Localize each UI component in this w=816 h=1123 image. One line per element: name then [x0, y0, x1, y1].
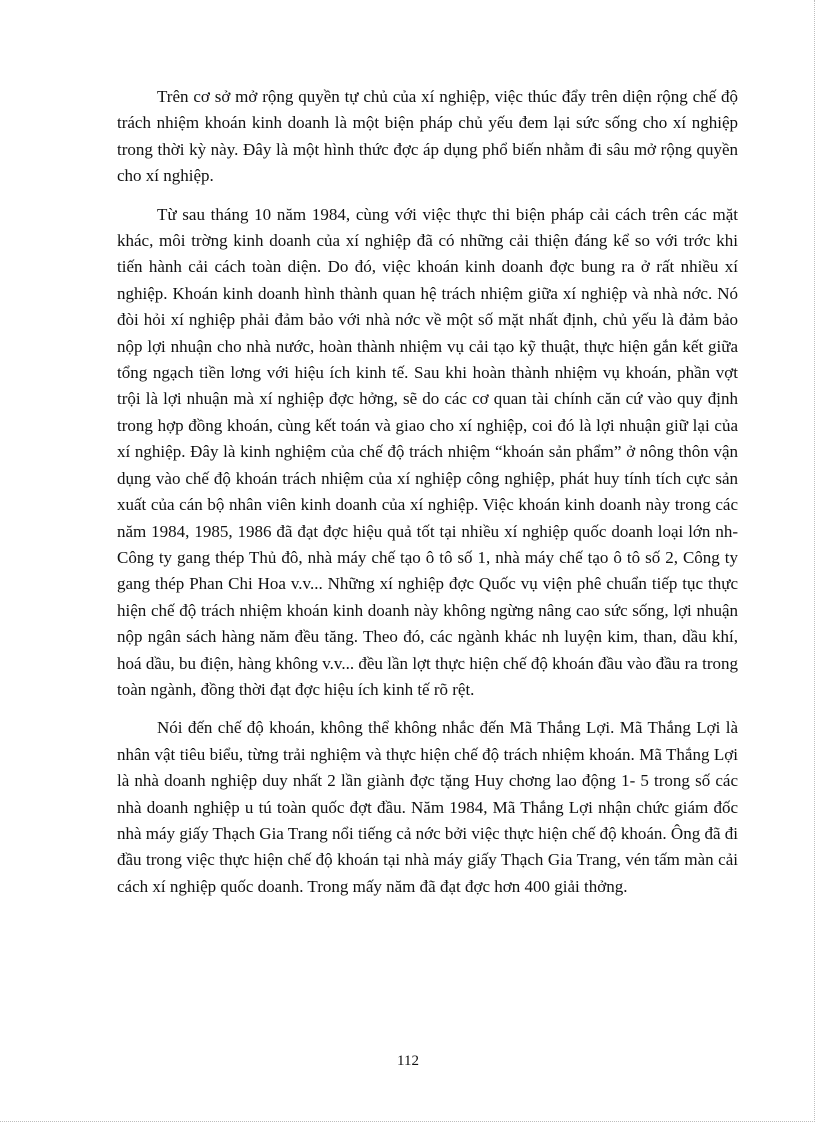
document-body: [117, 84, 738, 912]
page-number: 112: [397, 1053, 419, 1069]
paragraph-3: Nói đến chế độ khoán, không thể không nhắc đến Mã Thắng Lợi. Mã Thắng Lợi là nhân vật tiêu biểu, từng trải nghiệm và thực hiện chế độ trách nhiệm khoán. Mã Thắng Lợi là nhà doanh nghiệp duy nhất 2 lần giành đợc tặng Huy chơng lao động 1- 5 trong số các nhà doanh nghiệp u tú toàn quốc đợt đầu. Năm 1984, Mã Thắng Lợi nhận chức giám đốc nhà máy giấy Thạch Gia Trang nổi tiếng cả nớc bởi việc thực hiện chế độ khoán. Ông đã đi đầu trong việc thực hiện chế độ khoán tại nhà máy giấy Thạch Gia Trang, vén tấm màn cải cách xí nghiệp quốc doanh. Trong mấy năm đã đạt đợc hơn 400 giải thởng.: [117, 718, 738, 896]
paragraph-1: Trên cơ sở mở rộng quyền tự chủ của xí nghiệp, việc thúc đẩy trên diện rộng chế độ trách nhiệm khoán kinh doanh là một biện pháp chủ yếu đem lại sức sống cho xí nghiệp trong thời kỳ này. Đây là một hình thức đợc áp dụng phổ biến nhằm đi sâu mở rộng quyền cho xí nghiệp.: [117, 87, 738, 186]
paragraph-2: Từ sau tháng 10 năm 1984, cùng với việc thực thi biện pháp cải cách trên các mặt khác, môi trờng kinh doanh của xí nghiệp đã có những cải thiện đáng kể so với trớc khi tiến hành cải cách toàn diện. Do đó, việc khoán kinh doanh đợc bung ra ở rất nhiều xí nghiệp. Khoán kinh doanh hình thành quan hệ trách nhiệm giữa xí nghiệp và nhà nớc. Nó đòi hỏi xí nghiệp phải đảm bảo với nhà nớc về một số mặt nhất định, chủ yếu là đảm bảo nộp lợi nhuận cho nhà nước, hoàn thành nhiệm vụ cải tạo kỹ thuật, thực hiện gắn kết giữa tổng ngạch tiền lơng với hiệu ích kinh tế. Sau khi hoàn thành nhiệm vụ khoán, phần vợt trội là lợi nhuận mà xí nghiệp đợc hởng, sẽ do các cơ quan tài chính căn cứ vào quy định trong hợp đồng khoán, cùng kết toán và giao cho xí nghiệp, coi đó là lợi nhuận giữ lại của xí nghiệp. Đây là kinh nghiệm của chế độ trách nhiệm “khoán sản phẩm” ở nông thôn vận dụng vào chế độ khoán trách nhiệm của xí nghiệp công nghiệp, phát huy tính tích cực sản xuất của cán bộ nhân viên kinh doanh của xí nghiệp. Việc khoán kinh doanh này trong các năm 1984, 1985, 1986 đã đạt đợc hiệu quả tốt tại nhiều xí nghiệp quốc doanh loại lớn nh Công ty gang thép Thủ đô, nhà máy chế tạo ô tô số 1, nhà máy chế tạo ô tô số 2, Công ty gang thép Phan Chi Hoa v.v... Những xí nghiệp đợc Quốc vụ viện phê chuẩn tiếp tục thực hiện chế độ trách nhiệm khoán kinh doanh này không ngừng nâng cao sức sống, lợi nhuận nộp ngân sách hàng năm đều tăng. Theo đó, các ngành khác nh luyện kim, than, dầu khí, hoá dầu, bu điện, hàng không v.v... đều lần lợt thực hiện chế độ khoán đầu vào đầu ra trong toàn ngành, đồng thời đạt đợc hiệu ích kinh tế rõ rệt.: [117, 204, 738, 699]
